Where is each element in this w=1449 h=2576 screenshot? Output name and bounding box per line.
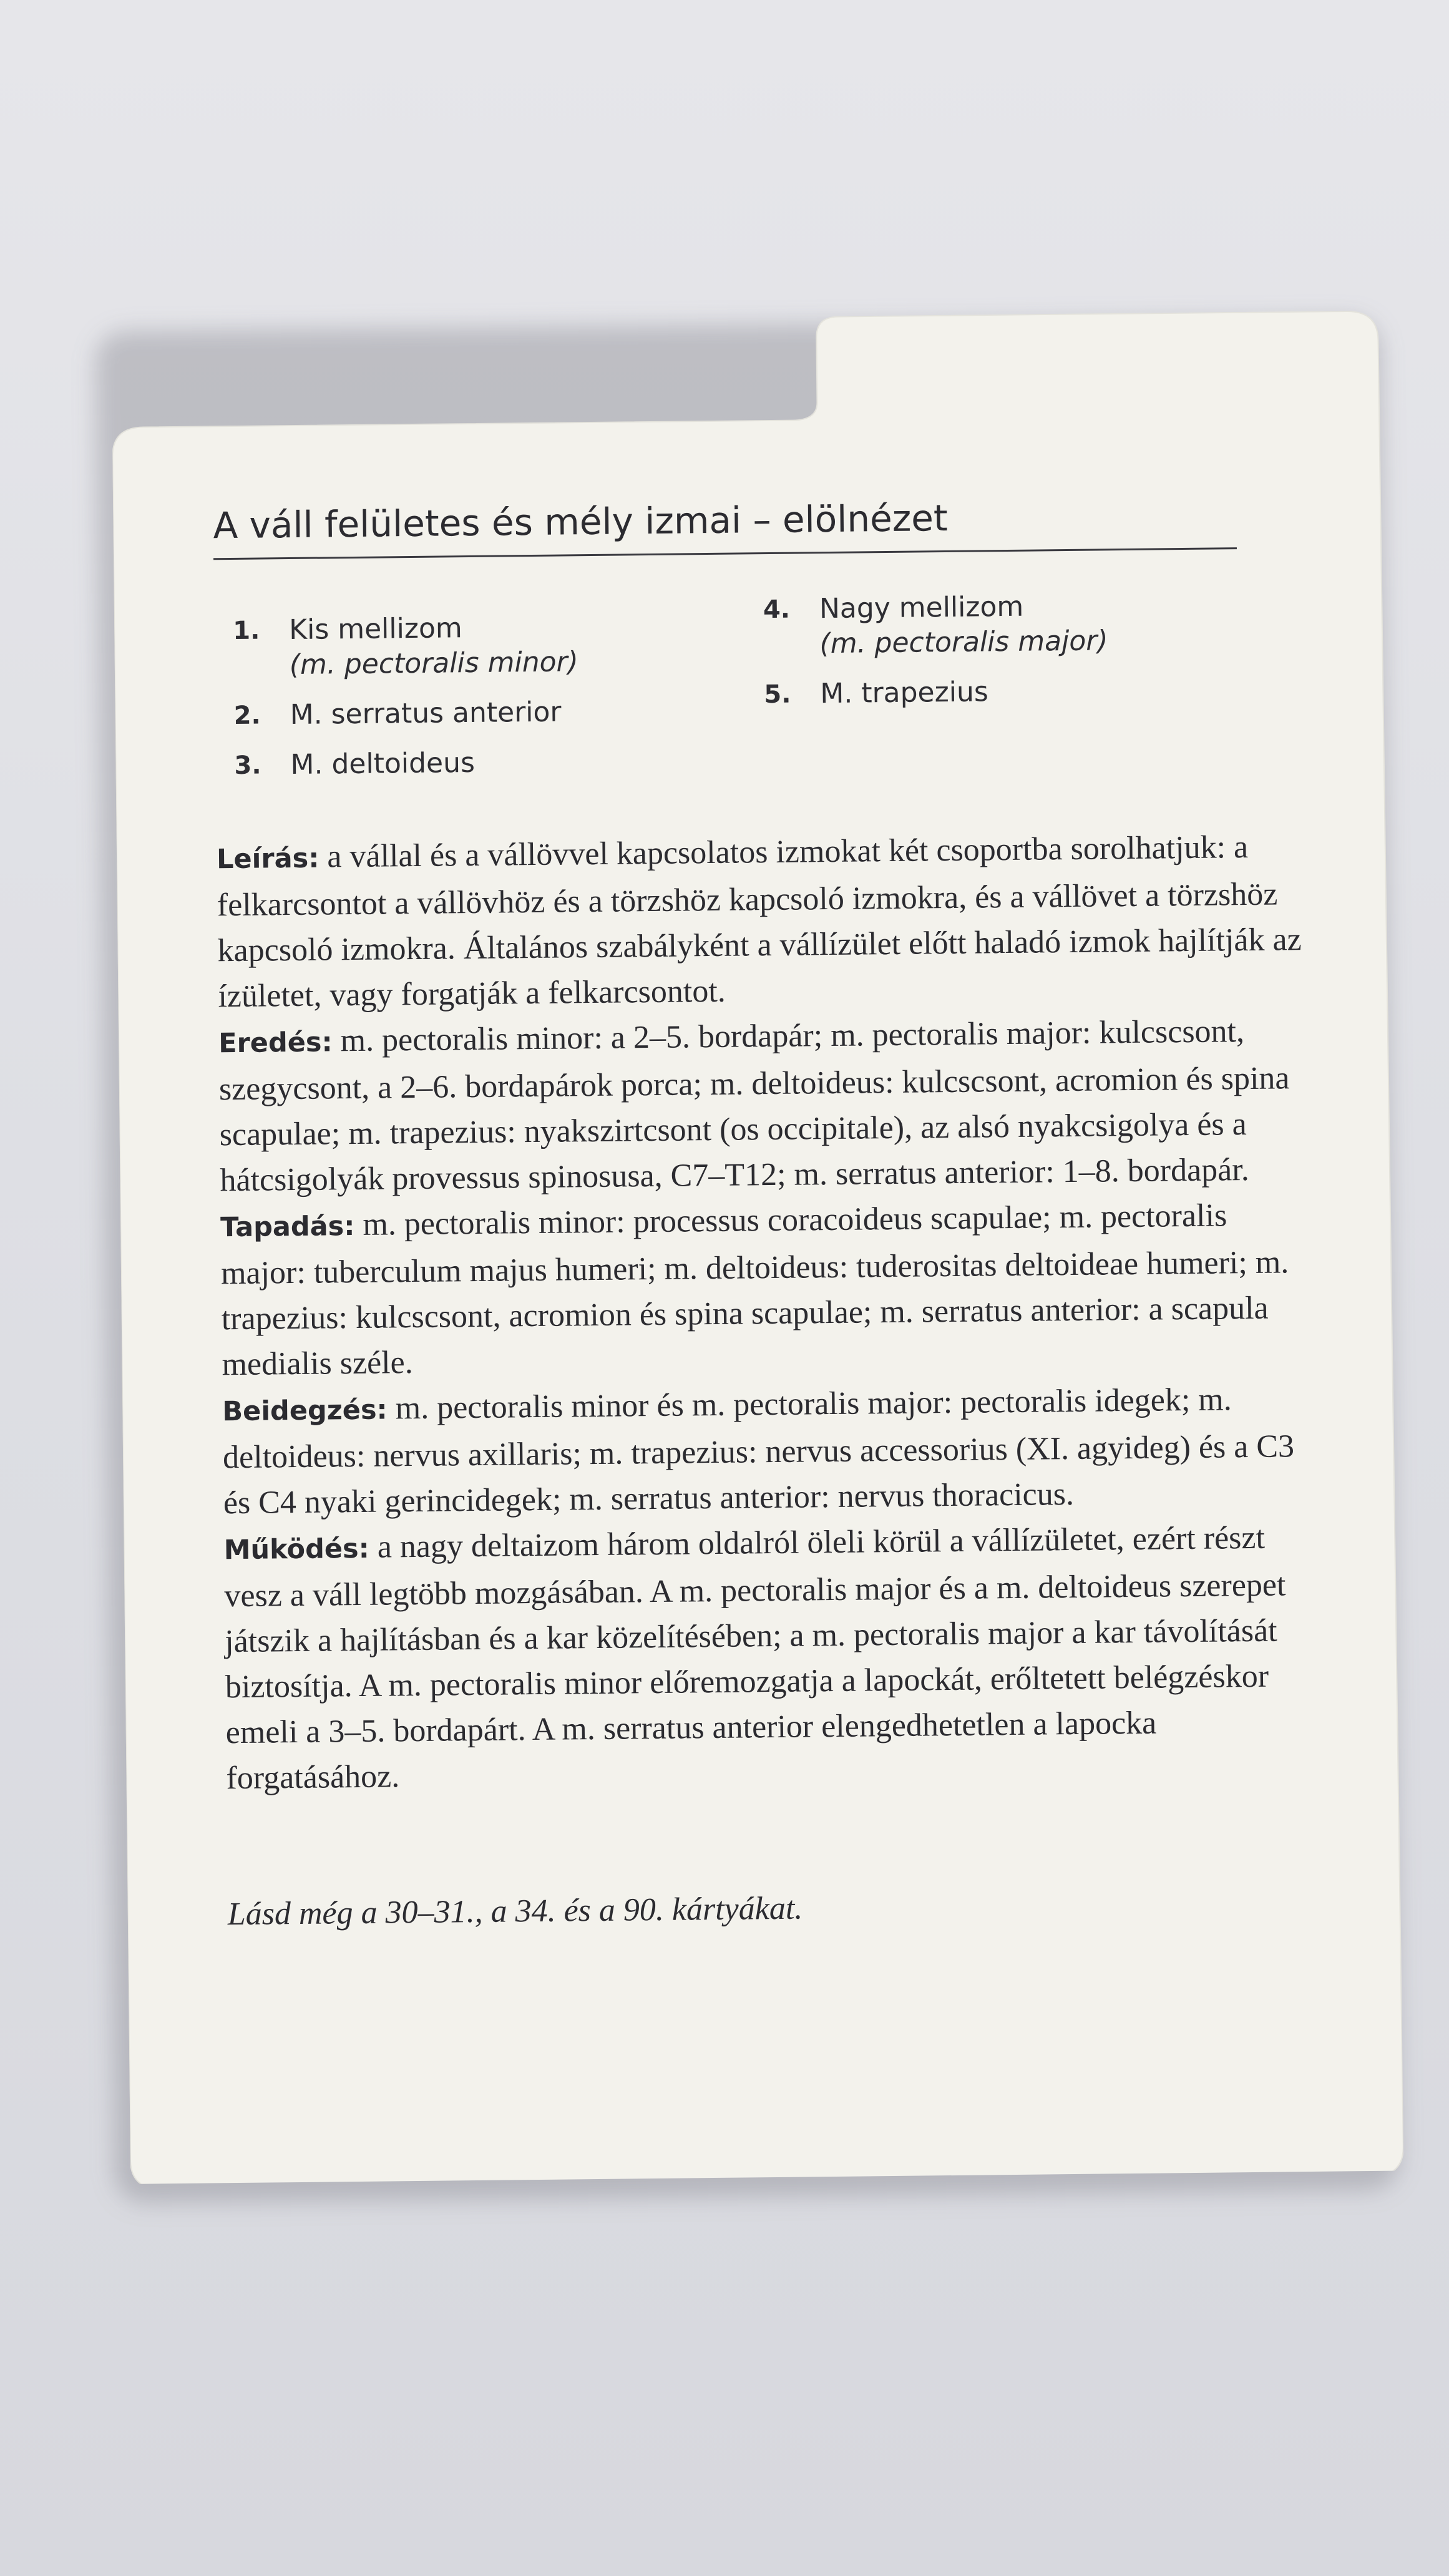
anatomy-card (111, 305, 1403, 2184)
section-text: m. pectoralis minor és m. pectoralis major: pectoralis idegek; m. deltoideus: nervus axillaris; m. trapezius: nervus accessorius (XI. agyideg) és a C3 és C4 nyaki gerincidegek; m. serratus anterior: nervus thoracicus. (222, 1382, 1295, 1521)
item-name: M. trapezius (820, 676, 988, 710)
section-description (217, 824, 1304, 1019)
section-label: Leírás: (216, 842, 320, 876)
section-insertion (220, 1192, 1308, 1387)
see-also-reference: Lásd még a 30–31., a 34. és a 90. kártyákat. (227, 1890, 803, 1933)
muscle-list-left (233, 608, 721, 798)
list-item (233, 608, 720, 683)
card-body (217, 824, 1312, 1801)
list-item (763, 587, 1276, 662)
section-label: Beidegzés: (222, 1394, 388, 1428)
item-name: M. serratus anterior (290, 696, 562, 731)
item-latin: (m. pectoralis major) (819, 625, 1108, 660)
section-function (223, 1515, 1312, 1801)
item-number: 5. (764, 680, 791, 710)
section-label: Tapadás: (220, 1210, 355, 1244)
item-name: M. deltoideus (290, 746, 476, 781)
item-number: 3. (234, 751, 261, 780)
item-number: 4. (763, 595, 791, 625)
section-text: m. pectoralis minor: a 2–5. bordapár; m. pectoralis major: kulcscsont, szegycsont, a 2–6. bordapárok porca; m. deltoideus: kulcscsont, acromion és spina scapulae; m. trapezius: nyakszirtcsont (os occipitale), az alsó nyakcsigolya és a hátcsigolyák provessus spinosusa, C7–T12; m. serratus anterior: 1–8. bordapár. (218, 1013, 1290, 1199)
card-content (111, 305, 1403, 2184)
item-name: Nagy mellizom (819, 590, 1024, 625)
item-number: 2. (233, 701, 261, 730)
card-title: A váll felületes és mély izmai – elölnézet (213, 494, 1237, 560)
muscle-list-right (763, 587, 1276, 727)
section-text: a vállal és a vállövvel kapcsolatos izmokat két csoportba sorolhatjuk: a felkarcsontot a vállövhöz és a törzshöz kapcsoló izmokra, és a vállövet a törzshöz kapcsoló izmokra. Általános szabályként a vállízület előtt haladó izmok hajlítják az ízületet, vagy forgatják a felkarcsontot. (217, 829, 1302, 1015)
section-origin (218, 1008, 1306, 1203)
section-label: Működés: (223, 1533, 370, 1566)
section-text: m. pectoralis minor: processus coracoideus scapulae; m. pectoralis major: tuberculum majus humeri; m. deltoideus: tuderositas deltoideae humeri; m. trapezius: kulcscsont, acromion és spina scapulae; m. serratus anterior: a scapula medialis széle. (220, 1198, 1289, 1383)
section-innervation (222, 1376, 1309, 1526)
list-item (234, 743, 721, 783)
list-item (233, 693, 721, 733)
section-text: a nagy deltaizom három oldalról öleli körül a vállízületet, ezért részt vesz a váll legtöbb mozgásában. A m. pectoralis major és a m. deltoideus szerepet játszik a hajlításban és a kar közelítésében; a m. pectoralis major a kar távolítását biztosítja. A m. pectoralis minor előremozgatja a lapockát, erőltetett belégzéskor emeli a 3–5. bordapárt. A m. serratus anterior elengedhetetlen a lapocka forgatásához. (224, 1520, 1286, 1797)
section-label: Eredés: (218, 1027, 333, 1060)
list-item (764, 671, 1276, 712)
item-latin: (m. pectoralis minor) (289, 646, 579, 681)
item-name: Kis mellizom (288, 612, 462, 646)
item-number: 1. (233, 616, 260, 645)
